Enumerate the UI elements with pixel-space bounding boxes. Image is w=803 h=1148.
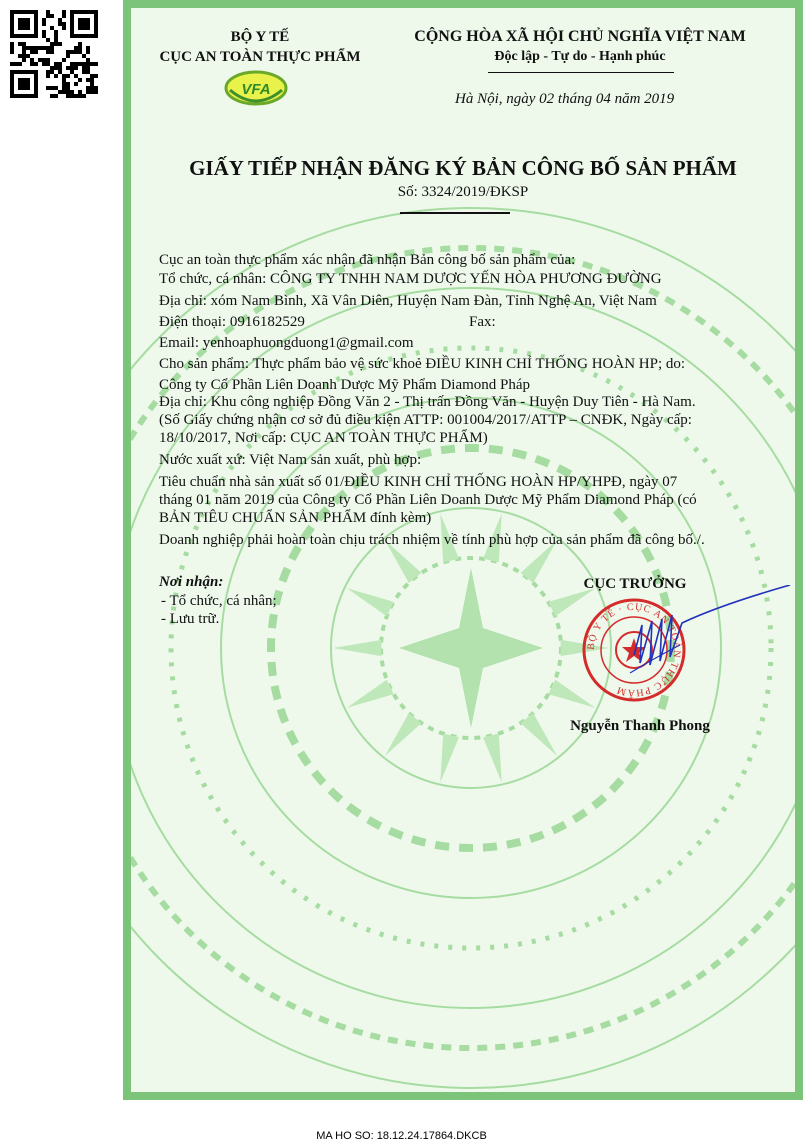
qr-code — [10, 10, 98, 98]
ministry-name: BỘ Y TẾ — [230, 29, 290, 45]
issue-date: Hà Nội, ngày 02 tháng 04 năm 2019 — [455, 91, 675, 107]
republic-name: CỘNG HÒA XÃ HỘI CHỦ NGHĨA VIỆT NAM — [414, 28, 746, 45]
origin-line: Nước xuất xứ: Việt Nam sản xuất, phù hợp: — [159, 452, 422, 468]
recipient-item: - Tổ chức, cá nhân; — [161, 593, 277, 609]
manufacturer-line: Công ty Cổ Phần Liên Doanh Dược Mỹ Phẩm Diamond Pháp — [159, 377, 531, 393]
logo-text: VFA — [241, 81, 271, 98]
standard-line-3: BẢN TIÊU CHUẨN SẢN PHẨM đính kèm) — [159, 510, 432, 526]
recipient-item: - Lưu trữ. — [161, 611, 220, 627]
email-line: Email: yenhoaphuongduong1@gmail.com — [159, 335, 414, 351]
standard-line-2: tháng 01 năm 2019 của Công ty Cổ Phần Liên Doanh Dược Mỹ Phẩm Diamond Pháp (có — [159, 492, 697, 508]
signer-name: Nguyễn Thanh Phong — [570, 718, 710, 734]
agency-name: CỤC AN TOÀN THỰC PHẨM — [159, 49, 361, 65]
organization-line: Tổ chức, cá nhân: CÔNG TY TNHH NAM DƯỢC YẾN HÒA PHƯƠNG ĐƯỜNG — [159, 271, 662, 287]
phone-line: Điện thoại: 0916182529 — [159, 314, 305, 330]
document-title: GIẤY TIẾP NHẬN ĐĂNG KÝ BẢN CÔNG BỐ SẢN PHẨM — [189, 156, 737, 180]
handwritten-signature — [600, 585, 800, 695]
motto-underline — [488, 72, 674, 73]
product-line: Cho sản phẩm: Thực phẩm bảo vệ sức khoẻ ĐIỀU KINH CHỈ THỐNG HOÀN HP; do: — [159, 356, 686, 372]
body-line-1: Cục an toàn thực phẩm xác nhận đã nhận Bản công bố sản phẩm của: — [159, 252, 576, 268]
manufacturer-address-line: Địa chỉ: Khu công nghiệp Đồng Văn 2 - Thị trấn Đồng Văn - Huyện Duy Tiên - Hà Nam. — [159, 394, 696, 410]
address-line: Địa chỉ: xóm Nam Bình, Xã Vân Diên, Huyện Nam Đàn, Tỉnh Nghệ An, Việt Nam — [159, 293, 657, 309]
seal-text: BỘ Y TẾ · CỤC AN TOÀN THỰC PHẨM — [585, 601, 683, 699]
certificate-line-1: (Số Giấy chứng nhận cơ sở đủ điều kiện ATTP: 001004/2017/ATTP – CNĐK, Ngày cấp: — [159, 412, 692, 428]
title-underline — [400, 212, 510, 214]
certificate-line-2: 18/10/2017, Nơi cấp: CỤC AN TOÀN THỰC PHẨM) — [159, 430, 488, 446]
signer-title: CỤC TRƯỞNG — [583, 576, 687, 592]
standard-line-1: Tiêu chuẩn nhà sản xuất số 01/ĐIỀU KINH CHỈ THỐNG HOÀN HP/YHPĐ, ngày 07 — [159, 474, 678, 490]
document-number: Số: 3324/2019/ĐKSP — [397, 184, 529, 200]
vfa-logo-icon — [216, 60, 296, 106]
national-motto: Độc lập - Tự do - Hạnh phúc — [494, 49, 666, 64]
fax-line: Fax: — [469, 314, 496, 330]
responsibility-line: Doanh nghiệp phải hoàn toàn chịu trách nhiệm về tính phù hợp của sản phẩm đã công bố./. — [159, 532, 705, 548]
recipients-heading: Nơi nhận: — [159, 574, 224, 590]
dossier-code: MA HO SO: 18.12.24.17864.DKCB — [316, 1130, 487, 1142]
